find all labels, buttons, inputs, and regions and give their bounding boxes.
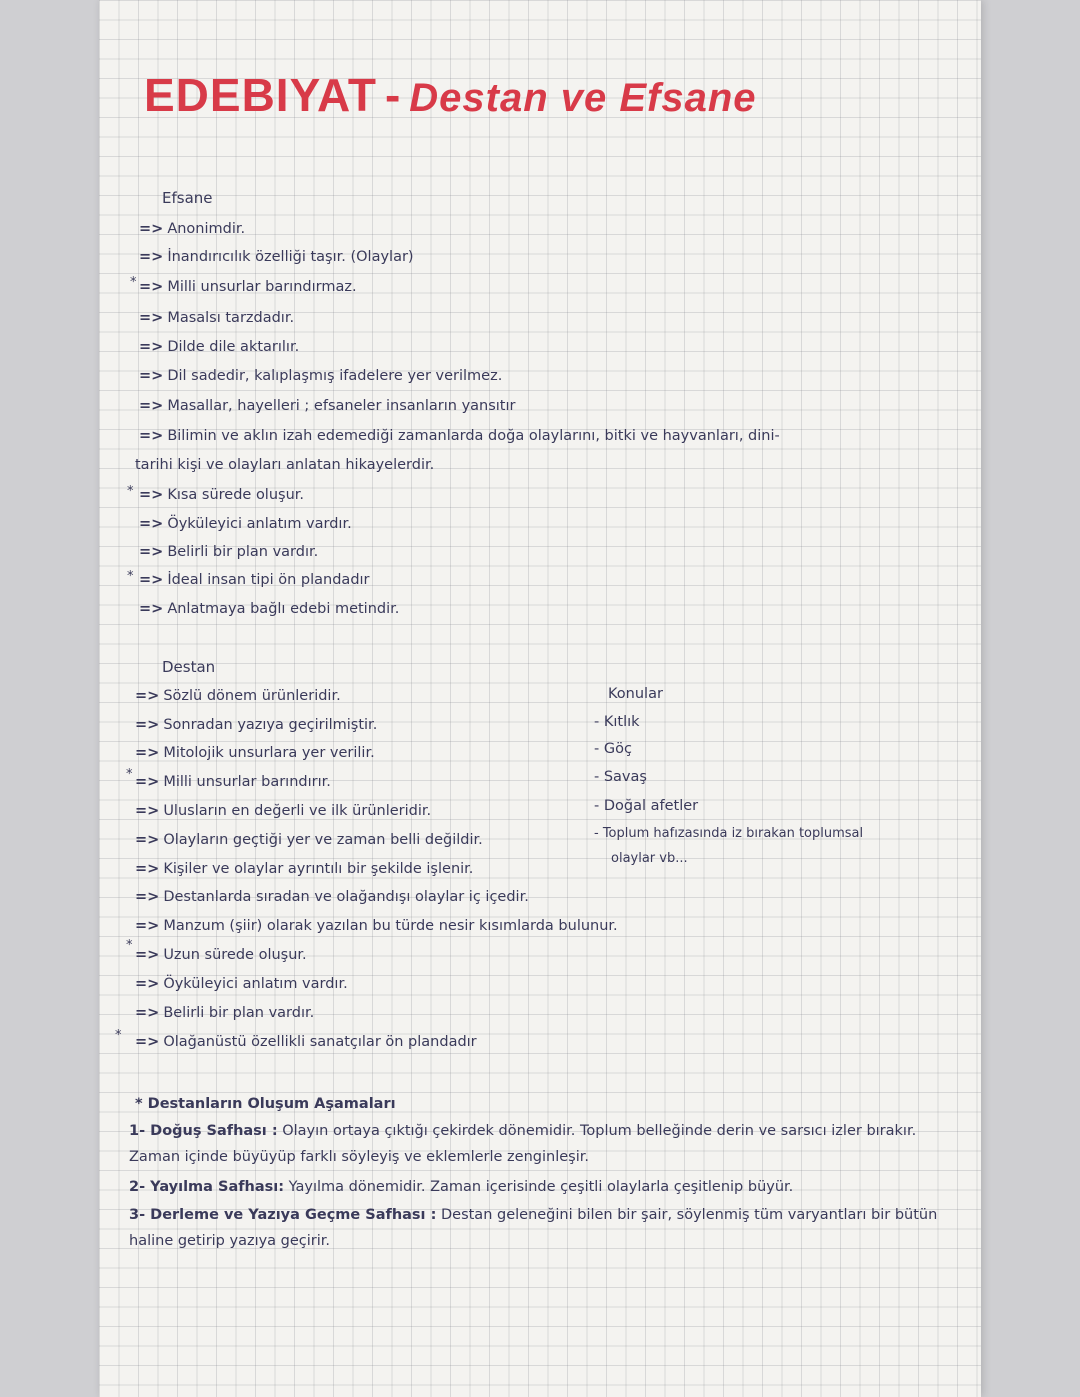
destan-item: => Uzun sürede oluşur. — [135, 947, 307, 963]
destan-item: => Kişiler ve olaylar ayrıntılı bir şekilde işlenir. — [135, 861, 474, 877]
destan-item: => Olağanüstü özellikli sanatçılar ön plandadır — [135, 1034, 477, 1050]
efsane-item: => Anonimdir. — [139, 221, 246, 237]
star-mark: * — [130, 275, 137, 290]
efsane-item: => Dil sadedir, kalıplaşmış ifadelere yer verilmez. — [139, 368, 503, 384]
olusum-stage-1: 1- Doğuş Safhası : Olayın ortaya çıktığı çekirdek dönemidir. Toplum belleğinde derin ve sarsıcı izler bırakır. Zaman içinde büyüyüp farklı söyleyiş ve eklemlerle zenginleşir. — [129, 1123, 917, 1165]
destan-item: => Sonradan yazıya geçirilmiştir. — [135, 717, 378, 733]
star-mark: * — [126, 767, 133, 782]
efsane-item: => Bilimin ve aklın izah edemediği zamanlarda doğa olaylarını, bitki ve hayvanları, dini- — [139, 428, 780, 444]
olusum-heading: * Destanların Oluşum Aşamaları — [135, 1096, 396, 1112]
konu-item-continued: olaylar vb... — [611, 851, 688, 866]
konu-item: - Doğal afetler — [594, 798, 699, 814]
notebook-page — [99, 0, 981, 1397]
destan-heading: Destan — [162, 658, 216, 676]
star-mark: * — [127, 484, 134, 499]
destan-item: => Öyküleyici anlatım vardır. — [135, 976, 348, 992]
efsane-item: => Kısa sürede oluşur. — [139, 487, 305, 503]
title-main: EDEBIYAT — [144, 69, 377, 121]
olusum-stage-2: 2- Yayılma Safhası: Yayılma dönemidir. Zaman içerisinde çeşitli olaylarla çeşitlenip büyür. — [129, 1179, 794, 1195]
efsane-item: => Dilde dile aktarılır. — [139, 339, 300, 355]
efsane-item-continued: tarihi kişi ve olayları anlatan hikayelerdir. — [135, 457, 435, 473]
destan-item: => Belirli bir plan vardır. — [135, 1005, 315, 1021]
konu-item: - Toplum hafızasında iz bırakan toplumsal — [594, 826, 864, 841]
star-mark: * — [127, 569, 134, 584]
destan-item: => Manzum (şiir) olarak yazılan bu türde nesir kısımlarda bulunur. — [135, 918, 618, 934]
efsane-heading: Efsane — [162, 189, 213, 207]
efsane-item: => Masallar, hayelleri ; efsaneler insanların yansıtır — [139, 398, 516, 414]
konu-item: - Göç — [594, 741, 632, 757]
destan-item: => Sözlü dönem ürünleridir. — [135, 688, 341, 704]
konular-heading: Konular — [608, 686, 663, 702]
star-mark: * — [115, 1028, 122, 1043]
efsane-item: => İdeal insan tipi ön plandadır — [139, 572, 370, 588]
destan-item: => Milli unsurlar barındırır. — [135, 774, 331, 790]
efsane-item: => Öyküleyici anlatım vardır. — [139, 516, 352, 532]
efsane-item: => Masalsı tarzdadır. — [139, 310, 295, 326]
efsane-item: => İnandırıcılık özelliği taşır. (Olaylar) — [139, 249, 414, 265]
efsane-item: => Milli unsurlar barındırmaz. — [139, 279, 357, 295]
page-title — [144, 68, 757, 122]
title-dash: - — [384, 69, 402, 121]
star-mark: * — [126, 938, 133, 953]
efsane-item: => Anlatmaya bağlı edebi metindir. — [139, 601, 400, 617]
konu-item: - Savaş — [594, 769, 647, 785]
title-subtitle: Destan ve Efsane — [409, 76, 757, 120]
olusum-stage-3: 3- Derleme ve Yazıya Geçme Safhası : Destan geleneğini bilen bir şair, söylenmiş tüm varyantları bir bütün haline getirip yazıya geçirir. — [129, 1207, 938, 1249]
destan-item: => Olayların geçtiği yer ve zaman belli değildir. — [135, 832, 483, 848]
efsane-item: => Belirli bir plan vardır. — [139, 544, 319, 560]
konu-item: - Kıtlık — [594, 714, 640, 730]
destan-item: => Ulusların en değerli ve ilk ürünleridir. — [135, 803, 432, 819]
destan-item: => Destanlarda sıradan ve olağandışı olaylar iç içedir. — [135, 889, 529, 905]
destan-item: => Mitolojik unsurlara yer verilir. — [135, 745, 375, 761]
